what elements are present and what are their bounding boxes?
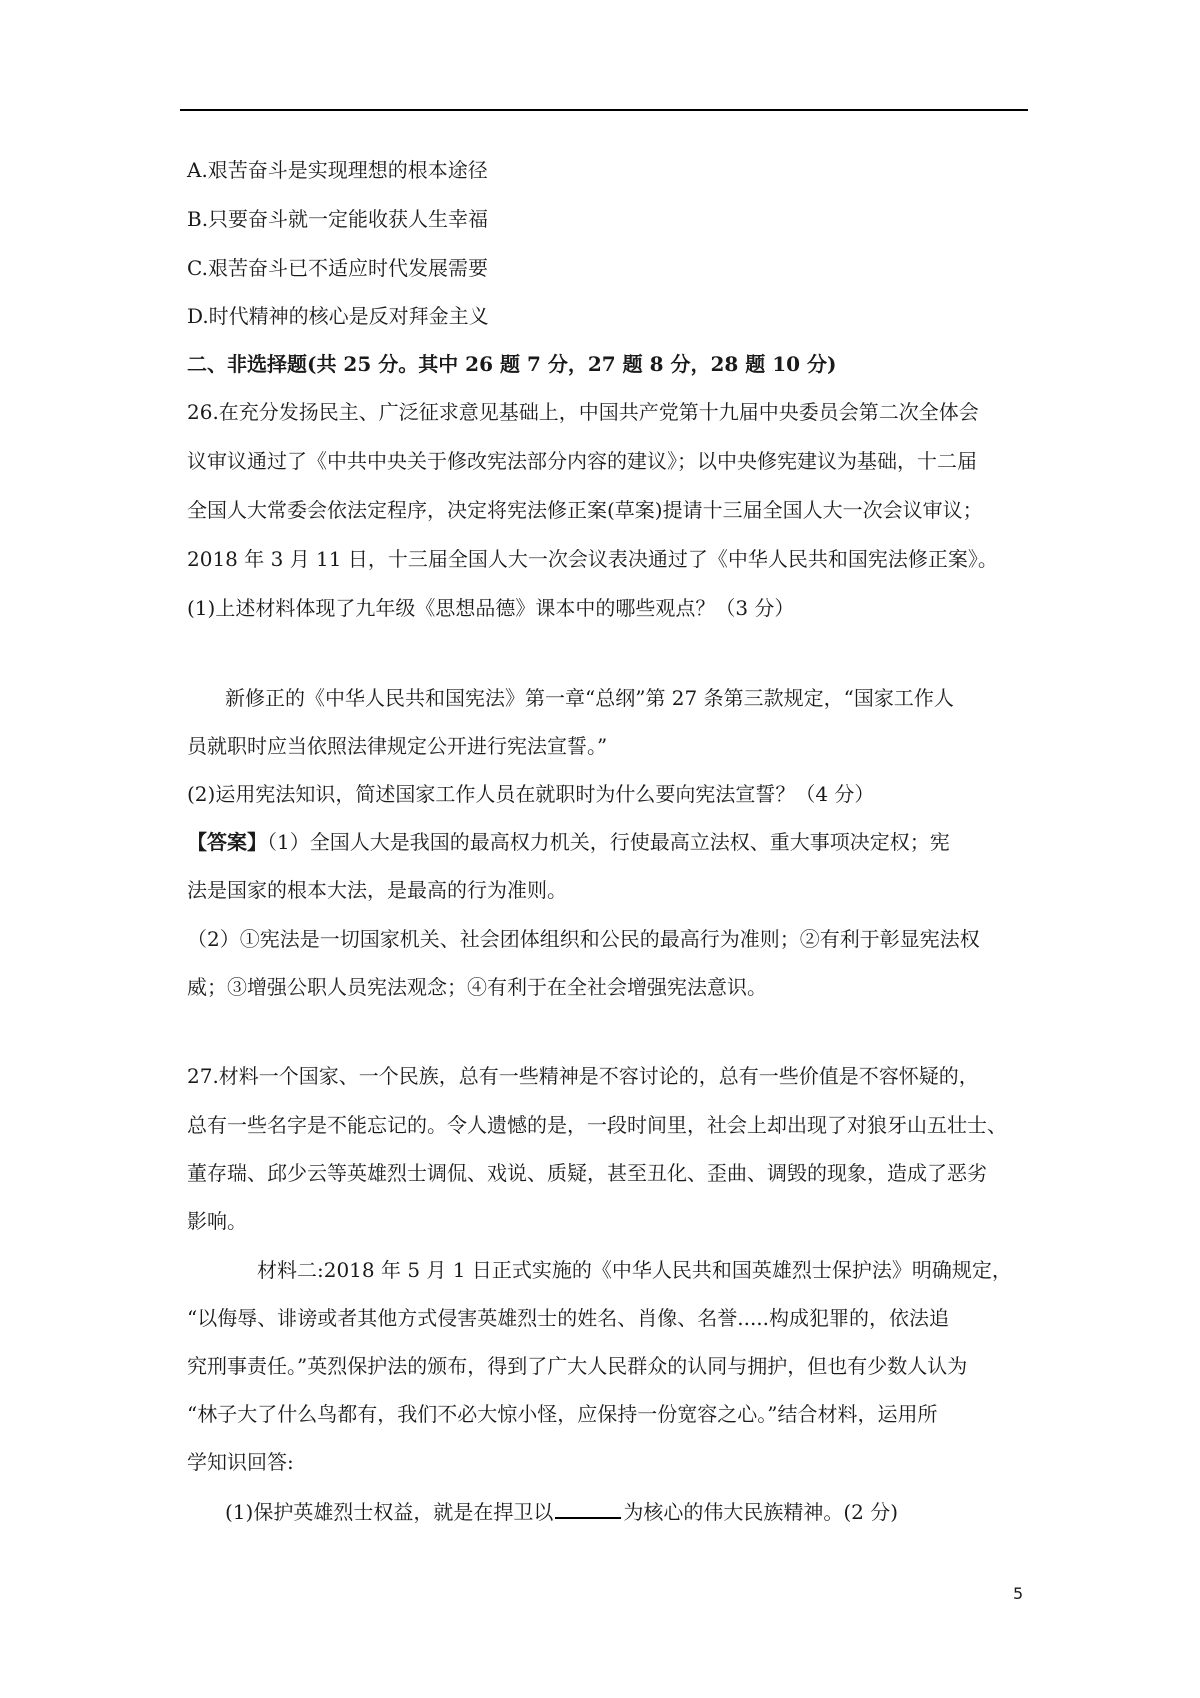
q27-stem-line: 影响。 [187,1209,247,1233]
q26-subquestion-2: (2)运用宪法知识，简述国家工作人员在就职时为什么要向宪法宣誓？（4 分） [187,782,875,806]
q26-stem-line: 2018 年 3 月 11 日，十三届全国人大一次会议表决通过了《中华人民共和国宪法修正案》。 [187,547,998,571]
q26-stem-line: 全国人大常委会依法定程序，决定将宪法修正案(草案)提请十三届全国人大一次会议审议； [187,498,983,522]
q27-stem-line: 27.材料一个国家、一个民族，总有一些精神是不容讨论的，总有一些价值是不容怀疑的， [187,1064,979,1088]
q27-material2-line: “以侮辱、诽谤或者其他方式侵害英雄烈士的姓名、肖像、名誉.....构成犯罪的，依法追 [187,1306,950,1330]
page-number: 5 [1013,1584,1024,1603]
q26-subquestion-1: (1)上述材料体现了九年级《思想品德》课本中的哪些观点？（3 分） [187,596,795,620]
choice-b: B.只要奋斗就一定能收获人生幸福 [187,207,489,231]
answer-text: （1）全国人大是我国的最高权力机关，行使最高立法权、重大事项决定权；宪 [267,830,950,854]
q26-answer-line: （2）①宪法是一切国家机关、社会团体组织和公民的最高行为准则；②有利于彰显宪法权 [187,927,980,951]
q27-stem-line: 总有一些名字是不能忘记的。令人遗憾的是，一段时间里，社会上却出现了对狼牙山五壮士、 [187,1113,1007,1137]
q27-sub1-text: (1)保护英雄烈士权益，就是在捍卫以 [225,1500,554,1524]
q27-material2-line: 材料二:2018 年 5 月 1 日正式实施的《中华人民共和国英雄烈士保护法》明确规定， [257,1258,1012,1282]
q26-answer-line: 威；③增强公职人员宪法观念；④有利于在全社会增强宪法意识。 [187,975,767,999]
q26-material-line: 新修正的《中华人民共和国宪法》第一章“总纲”第 27 条第三款规定，“国家工作人 [225,686,954,710]
q27-material2-line: 究刑事责任。”英烈保护法的颁布，得到了广大人民群众的认同与拥护，但也有少数人认为 [187,1354,968,1378]
answer-label: 【答案】 [187,830,267,854]
q27-subquestion-1 [225,1497,898,1526]
q26-stem-line: 议审议通过了《中共中央关于修改宪法部分内容的建议》；以中央修宪建议为基础，十二届 [187,449,977,473]
fill-in-blank [555,1497,621,1519]
choice-a: A.艰苦奋斗是实现理想的根本途径 [187,158,488,182]
q27-material2-line: “林子大了什么鸟都有，我们不必大惊小怪，应保持一份宽容之心。”结合材料，运用所 [187,1402,938,1426]
choice-d: D.时代精神的核心是反对拜金主义 [187,304,489,328]
q27-stem-line: 董存瑞、邱少云等英雄烈士调侃、戏说、质疑，甚至丑化、歪曲、调毁的现象，造成了恶劣 [187,1161,987,1185]
header-rule [180,109,1028,111]
q26-answer-line: 法是国家的根本大法，是最高的行为准则。 [187,878,567,902]
section-heading: 二、非选择题(共 25 分。其中 26 题 7 分，27 题 8 分，28 题 10 分) [187,352,837,376]
q26-answer-line [187,828,950,856]
q26-material-line: 员就职时应当依照法律规定公开进行宪法宣誓。” [187,734,608,758]
q27-sub1-text: 为核心的伟大民族精神。(2 分) [623,1500,899,1524]
q27-material2-line: 学知识回答: [187,1450,294,1474]
q26-stem-line: 26.在充分发扬民主、广泛征求意见基础上，中国共产党第十九届中央委员会第二次全体会 [187,400,979,424]
choice-c: C.艰苦奋斗已不适应时代发展需要 [187,256,488,280]
